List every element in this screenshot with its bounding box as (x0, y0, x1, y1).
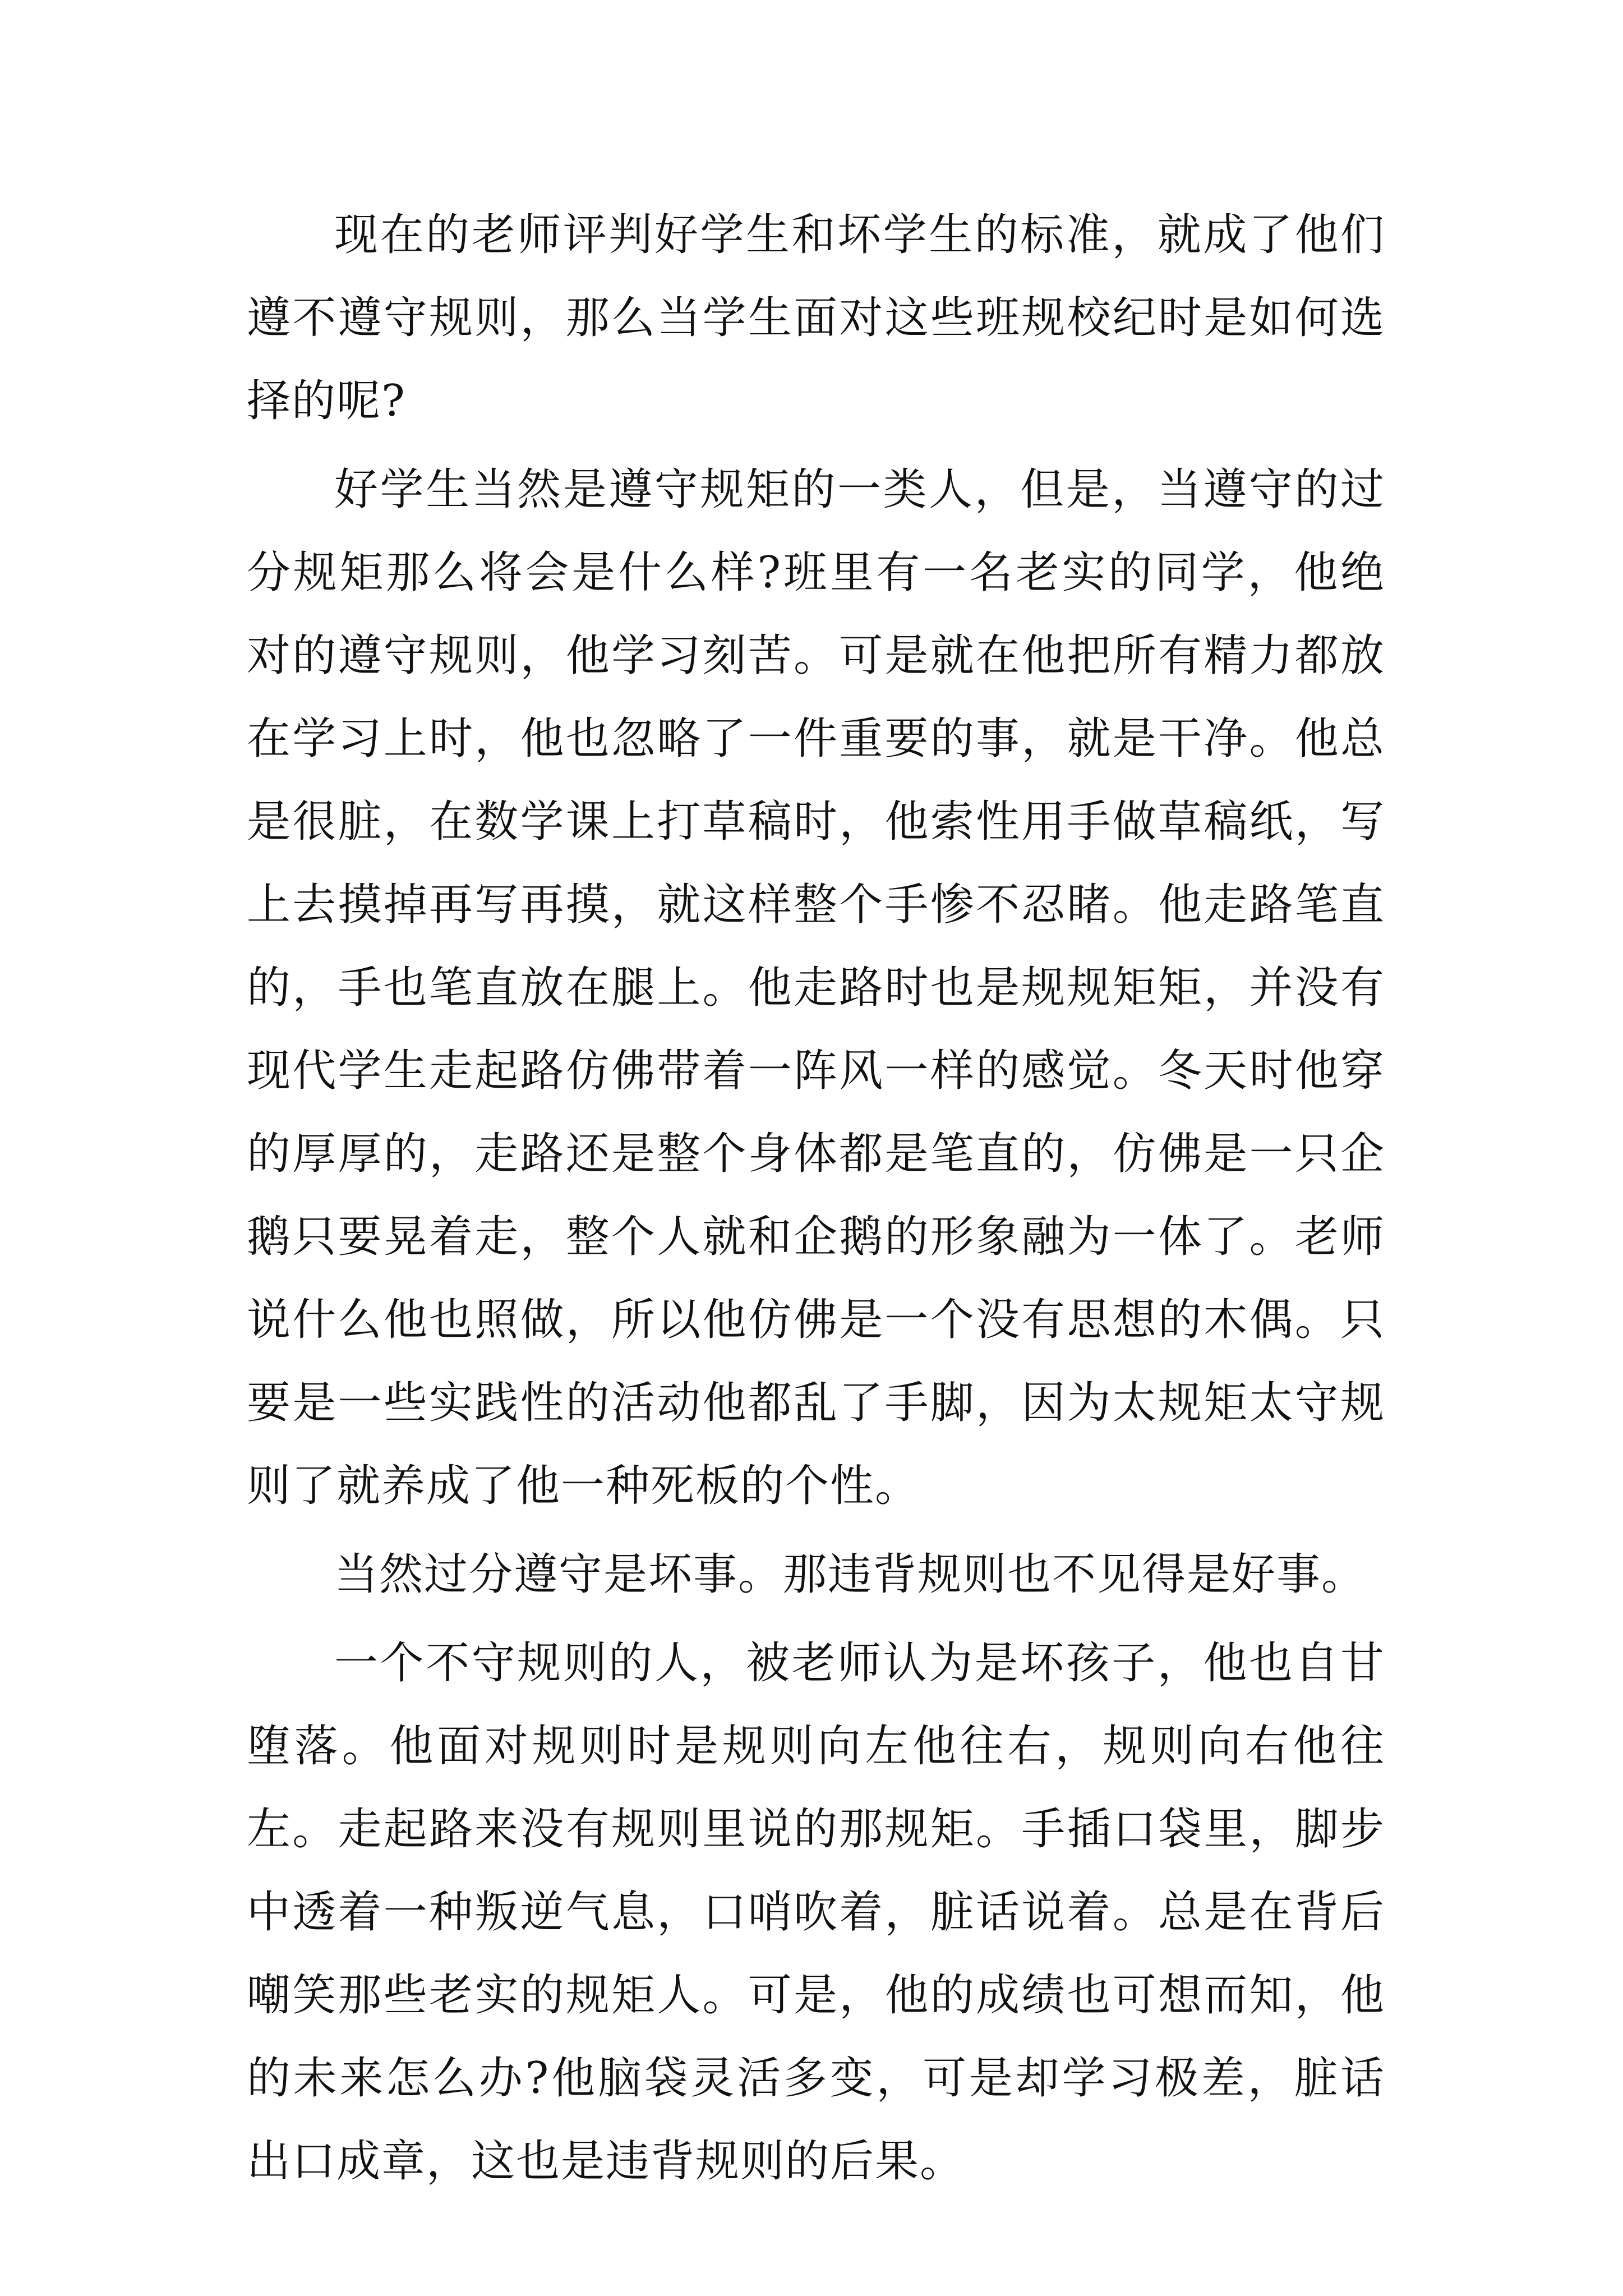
paragraph-2: 好学生当然是遵守规矩的一类人，但是，当遵守的过分规矩那么将会是什么样?班里有一名老实的同学，他绝对的遵守规则，他学习刻苦。可是就在他把所有精力都放在学习上时，他也忽略了一件重要的事，就是干净。他总是很脏，在数学课上打草稿时，他索性用手做草稿纸，写上去摸掉再写再摸，就这样整个手惨不忍睹。他走路笔直的，手也笔直放在腿上。他走路时也是规规矩矩，并没有现代学生走起路仿佛带着一阵风一样的感觉。冬天时他穿的厚厚的，走路还是整个身体都是笔直的，仿佛是一只企鹅只要晃着走，整个人就和企鹅的形象融为一体了。老师说什么他也照做，所以他仿佛是一个没有思想的木偶。只要是一些实践性的活动他都乱了手脚，因为太规矩太守规则了就养成了他一种死板的个性。 (247, 464, 1385, 1511)
paragraph-1: 现在的老师评判好学生和坏学生的标准，就成了他们遵不遵守规则，那么当学生面对这些班规校纪时是如何选择的呢? (247, 210, 1385, 426)
document-body (247, 194, 1385, 2208)
paragraph-3: 当然过分遵守是坏事。那违背规则也不见得是好事。 (334, 1549, 1367, 1600)
paragraph-4: 一个不守规则的人，被老师认为是坏孩子，他也自甘堕落。他面对规则时是规则向左他往右，规则向右他往左。走起路来没有规则里说的那规矩。手插口袋里，脚步中透着一种叛逆气息，口哨吹着，脏话说着。总是在背后嘲笑那些老实的规矩人。可是，他的成绩也可想而知，他的未来怎么办?他脑袋灵活多变，可是却学习极差，脏话出口成章，这也是违背规则的后果。 (247, 1638, 1385, 2187)
